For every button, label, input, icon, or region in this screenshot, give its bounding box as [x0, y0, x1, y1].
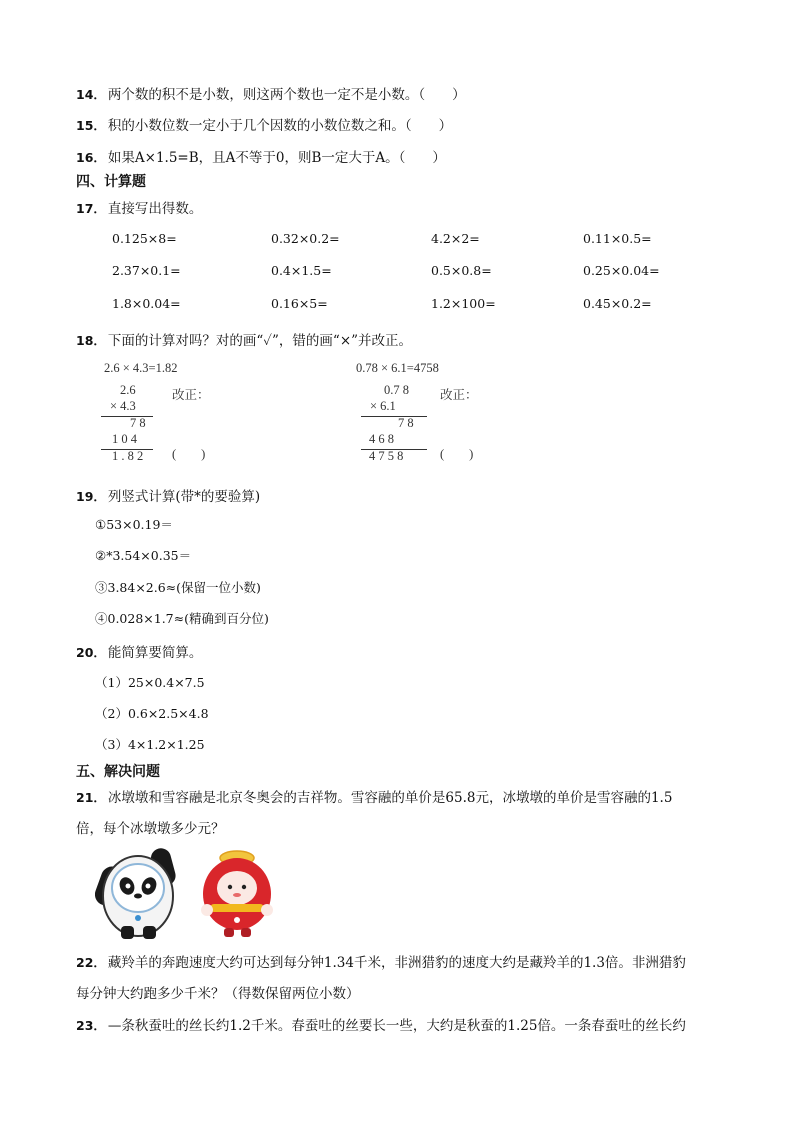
question-16: [76, 146, 446, 166]
question-21-continued: 倍，每个冰墩墩多少元？: [76, 821, 225, 837]
vertical-row: 7 8: [130, 416, 146, 430]
question-text: 直接写出得数。: [107, 201, 203, 217]
vertical-row: 4 6 8: [369, 432, 394, 446]
correction-label: 改正：: [172, 388, 210, 402]
question-17: [76, 197, 202, 217]
question-text: 藏羚羊的奔跑速度大约可达到每分钟1.34千米，非洲猎豹的速度大约是藏羚羊的1.3倍。非洲猎豹: [107, 955, 686, 971]
olympic-mascots-illustration: [95, 846, 285, 941]
oral-calc-item: 0.25×0.04=: [583, 263, 660, 278]
question-number: 23．: [76, 1018, 106, 1033]
section-heading-calculation: 四、计算题: [76, 174, 146, 190]
question-number: 15．: [76, 118, 106, 133]
vertical-row: 2.6: [120, 383, 136, 397]
question-number: 22．: [76, 955, 106, 970]
section-heading-problem-solving: 五、解决问题: [76, 764, 160, 780]
vertical-row: 0.7 8: [384, 383, 409, 397]
answer-parentheses: ( ): [440, 447, 474, 461]
question-number: 18．: [76, 333, 106, 348]
question-text: 列竖式计算(带*的要验算): [107, 489, 261, 505]
question-text: 积的小数位数一定小于几个因数的小数位数之和。（ ）: [107, 118, 453, 134]
oral-calc-item: 1.2×100=: [431, 296, 496, 311]
simplify-item: （1）25×0.4×7.5: [95, 675, 205, 690]
vertical-row: × 4.3: [110, 399, 136, 413]
question-text: 能简算要简算。: [107, 645, 203, 661]
vertical-equation: 2.6 × 4.3=1.82: [104, 361, 178, 375]
vertical-row: 7 8: [398, 416, 414, 430]
question-text: 冰墩墩和雪容融是北京冬奥会的吉祥物。雪容融的单价是65.8元，冰墩墩的单价是雪容融的1.5: [107, 790, 673, 806]
question-15: [76, 114, 452, 134]
oral-calc-item: 1.8×0.04=: [112, 296, 181, 311]
lantern-mascot-icon: [201, 851, 273, 937]
oral-calc-item: 0.4×1.5=: [271, 263, 332, 278]
question-14: [76, 83, 466, 103]
question-20: [76, 641, 202, 661]
vertical-row: 4 7 5 8: [369, 449, 404, 463]
question-number: 16．: [76, 150, 106, 165]
question-21: [76, 786, 672, 806]
question-text: 两个数的积不是小数，则这两个数也一定不是小数。（ ）: [107, 87, 466, 103]
panda-mascot-icon: [95, 846, 178, 939]
oral-calc-item: 0.45×0.2=: [583, 296, 652, 311]
vertical-row: × 6.1: [370, 399, 396, 413]
simplify-item: （2）0.6×2.5×4.8: [95, 706, 209, 721]
oral-calc-item: 2.37×0.1=: [112, 263, 181, 278]
oral-calc-item: 0.125×8=: [112, 231, 177, 246]
vertical-equation: 0.78 × 6.1=4758: [356, 361, 439, 375]
question-text: —条秋蚕吐的丝长约1.2千米。春蚕吐的丝要长一些，大约是秋蚕的1.25倍。一条春蚕吐的丝长约: [107, 1018, 686, 1034]
oral-calc-item: 4.2×2=: [431, 231, 480, 246]
question-number: 19．: [76, 489, 106, 504]
written-calc-item: ④0.028×1.7≈(精确到百分位): [95, 611, 269, 626]
written-calc-item: ③3.84×2.6≈(保留一位小数): [95, 580, 261, 595]
question-text: 如果A×1.5=B，且A不等于0，则B一定大于A。（ ）: [107, 150, 446, 166]
question-23: [76, 1014, 686, 1034]
question-18: [76, 329, 412, 349]
question-number: 20．: [76, 645, 106, 660]
simplify-item: （3）4×1.2×1.25: [95, 737, 205, 752]
vertical-row: 1 . 8 2: [112, 449, 144, 463]
oral-calc-item: 0.11×0.5=: [583, 231, 652, 246]
vertical-rule: [361, 416, 427, 417]
oral-calc-item: 0.32×0.2=: [271, 231, 340, 246]
answer-parentheses: ( ): [172, 447, 206, 461]
question-number: 14．: [76, 87, 106, 102]
oral-calc-item: 0.16×5=: [271, 296, 328, 311]
vertical-row: 1 0 4: [112, 432, 137, 446]
question-text: 下面的计算对吗？对的画“✓”，错的画“×”并改正。: [107, 333, 413, 349]
question-22-continued: 每分钟大约跑多少千米？（得数保留两位小数）: [76, 986, 360, 1002]
question-19: [76, 485, 260, 505]
question-number: 21．: [76, 790, 106, 805]
oral-calc-item: 0.5×0.8=: [431, 263, 492, 278]
correction-label: 改正：: [440, 388, 478, 402]
written-calc-item: ①53×0.19＝: [95, 517, 173, 532]
written-calc-item: ②*3.54×0.35＝: [95, 548, 192, 563]
question-22: [76, 951, 686, 971]
question-number: 17．: [76, 201, 106, 216]
